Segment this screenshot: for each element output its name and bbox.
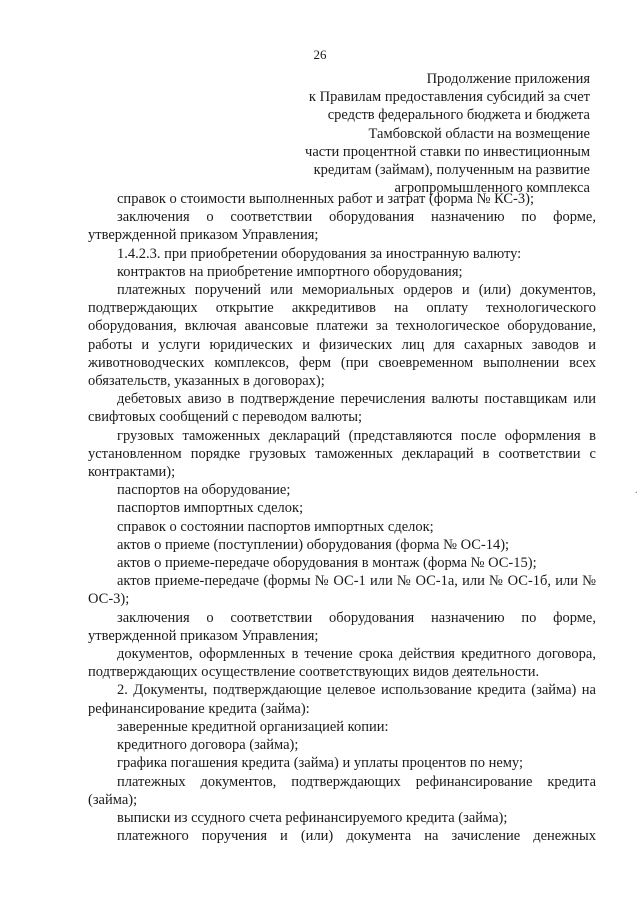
document-body (88, 190, 596, 845)
header-line: Тамбовской области на возмещение (368, 125, 590, 142)
header-line: средств федерального бюджета и бюджета (327, 107, 590, 124)
paragraph: паспортов на оборудование; (117, 482, 291, 499)
paragraph: актов приеме-передаче (формы № ОС-1 или № ОС-1а, или № ОС-1б, или № ОС-3); (88, 573, 596, 608)
page-number: 26 (313, 47, 327, 62)
paragraph: актов о приеме-передаче оборудования в монтаж (форма № ОС-15); (117, 555, 537, 572)
paragraph: платежных поручений или мемориальных ордеров и (или) документов, подтверждающих открытие аккредитивов на оплату технологического оборудования, включая авансовые платежи за технологическое оборудование, работы и услуги юридических и физических лиц для сахарных заводов и животноводческих комплексов, ферм (при своевременном выполнении всех обязательств, указанных в договорах); (88, 282, 596, 390)
paragraph: кредитного договора (займа); (117, 737, 299, 754)
paragraph: актов о приеме (поступлении) оборудования (форма № ОС-14); (117, 536, 510, 553)
paragraph: грузовых таможенных деклараций (представляются после оформления в установленном порядке грузовых таможенных деклараций в соответствии с контрактами); (88, 427, 596, 481)
paragraph: графика погашения кредита (займа) и уплаты процентов по нему; (117, 755, 524, 772)
paragraph: дебетовых авизо в подтверждение перечисления валюты поставщикам или свифтовых сообщений с переводом валюты; (88, 391, 596, 426)
header-line: Продолжение приложения (426, 71, 590, 87)
header-line: к Правилам предоставления субсидий за счет (308, 89, 590, 106)
paragraph: документов, оформленных в течение срока действия кредитного договора, подтверждающих осуществление соответствующих видов деятельности. (88, 646, 596, 681)
header-line: кредитам (займам), полученным на развитие (313, 162, 590, 179)
appendix-header (255, 70, 590, 197)
paragraph: паспортов импортных сделок; (117, 500, 304, 517)
paragraph: заключения о соответствии оборудования назначению по форме, утвержденной приказом Управления; (88, 209, 596, 244)
paragraph: заверенные кредитной организацией копии: (117, 718, 389, 735)
paragraph: справок о состоянии паспортов импортных сделок; (117, 518, 434, 535)
header-line: части процентной ставки по инвестиционным (305, 143, 590, 160)
scan-margin-mark: · (634, 488, 638, 499)
paragraph: платежных документов, подтверждающих рефинансирование кредита (займа); (88, 773, 596, 808)
paragraph: заключения о соответствии оборудования назначению по форме, утвержденной приказом Управления; (88, 609, 596, 644)
paragraph: выписки из ссудного счета рефинансируемого кредита (займа); (117, 809, 508, 826)
paragraph: 2. Документы, подтверждающие целевое использование кредита (займа) на рефинансирование кредита (займа): (88, 682, 596, 717)
header-line: агропромышленного комплекса (394, 180, 590, 197)
paragraph: справок о стоимости выполненных работ и затрат (форма № КС-3); (117, 191, 534, 207)
paragraph: платежного поручения и (или) документа на зачисление денежных (117, 828, 596, 845)
paragraph: контрактов на приобретение импортного оборудования; (117, 263, 463, 280)
paragraph: 1.4.2.3. при приобретении оборудования за иностранную валюту: (117, 245, 522, 262)
